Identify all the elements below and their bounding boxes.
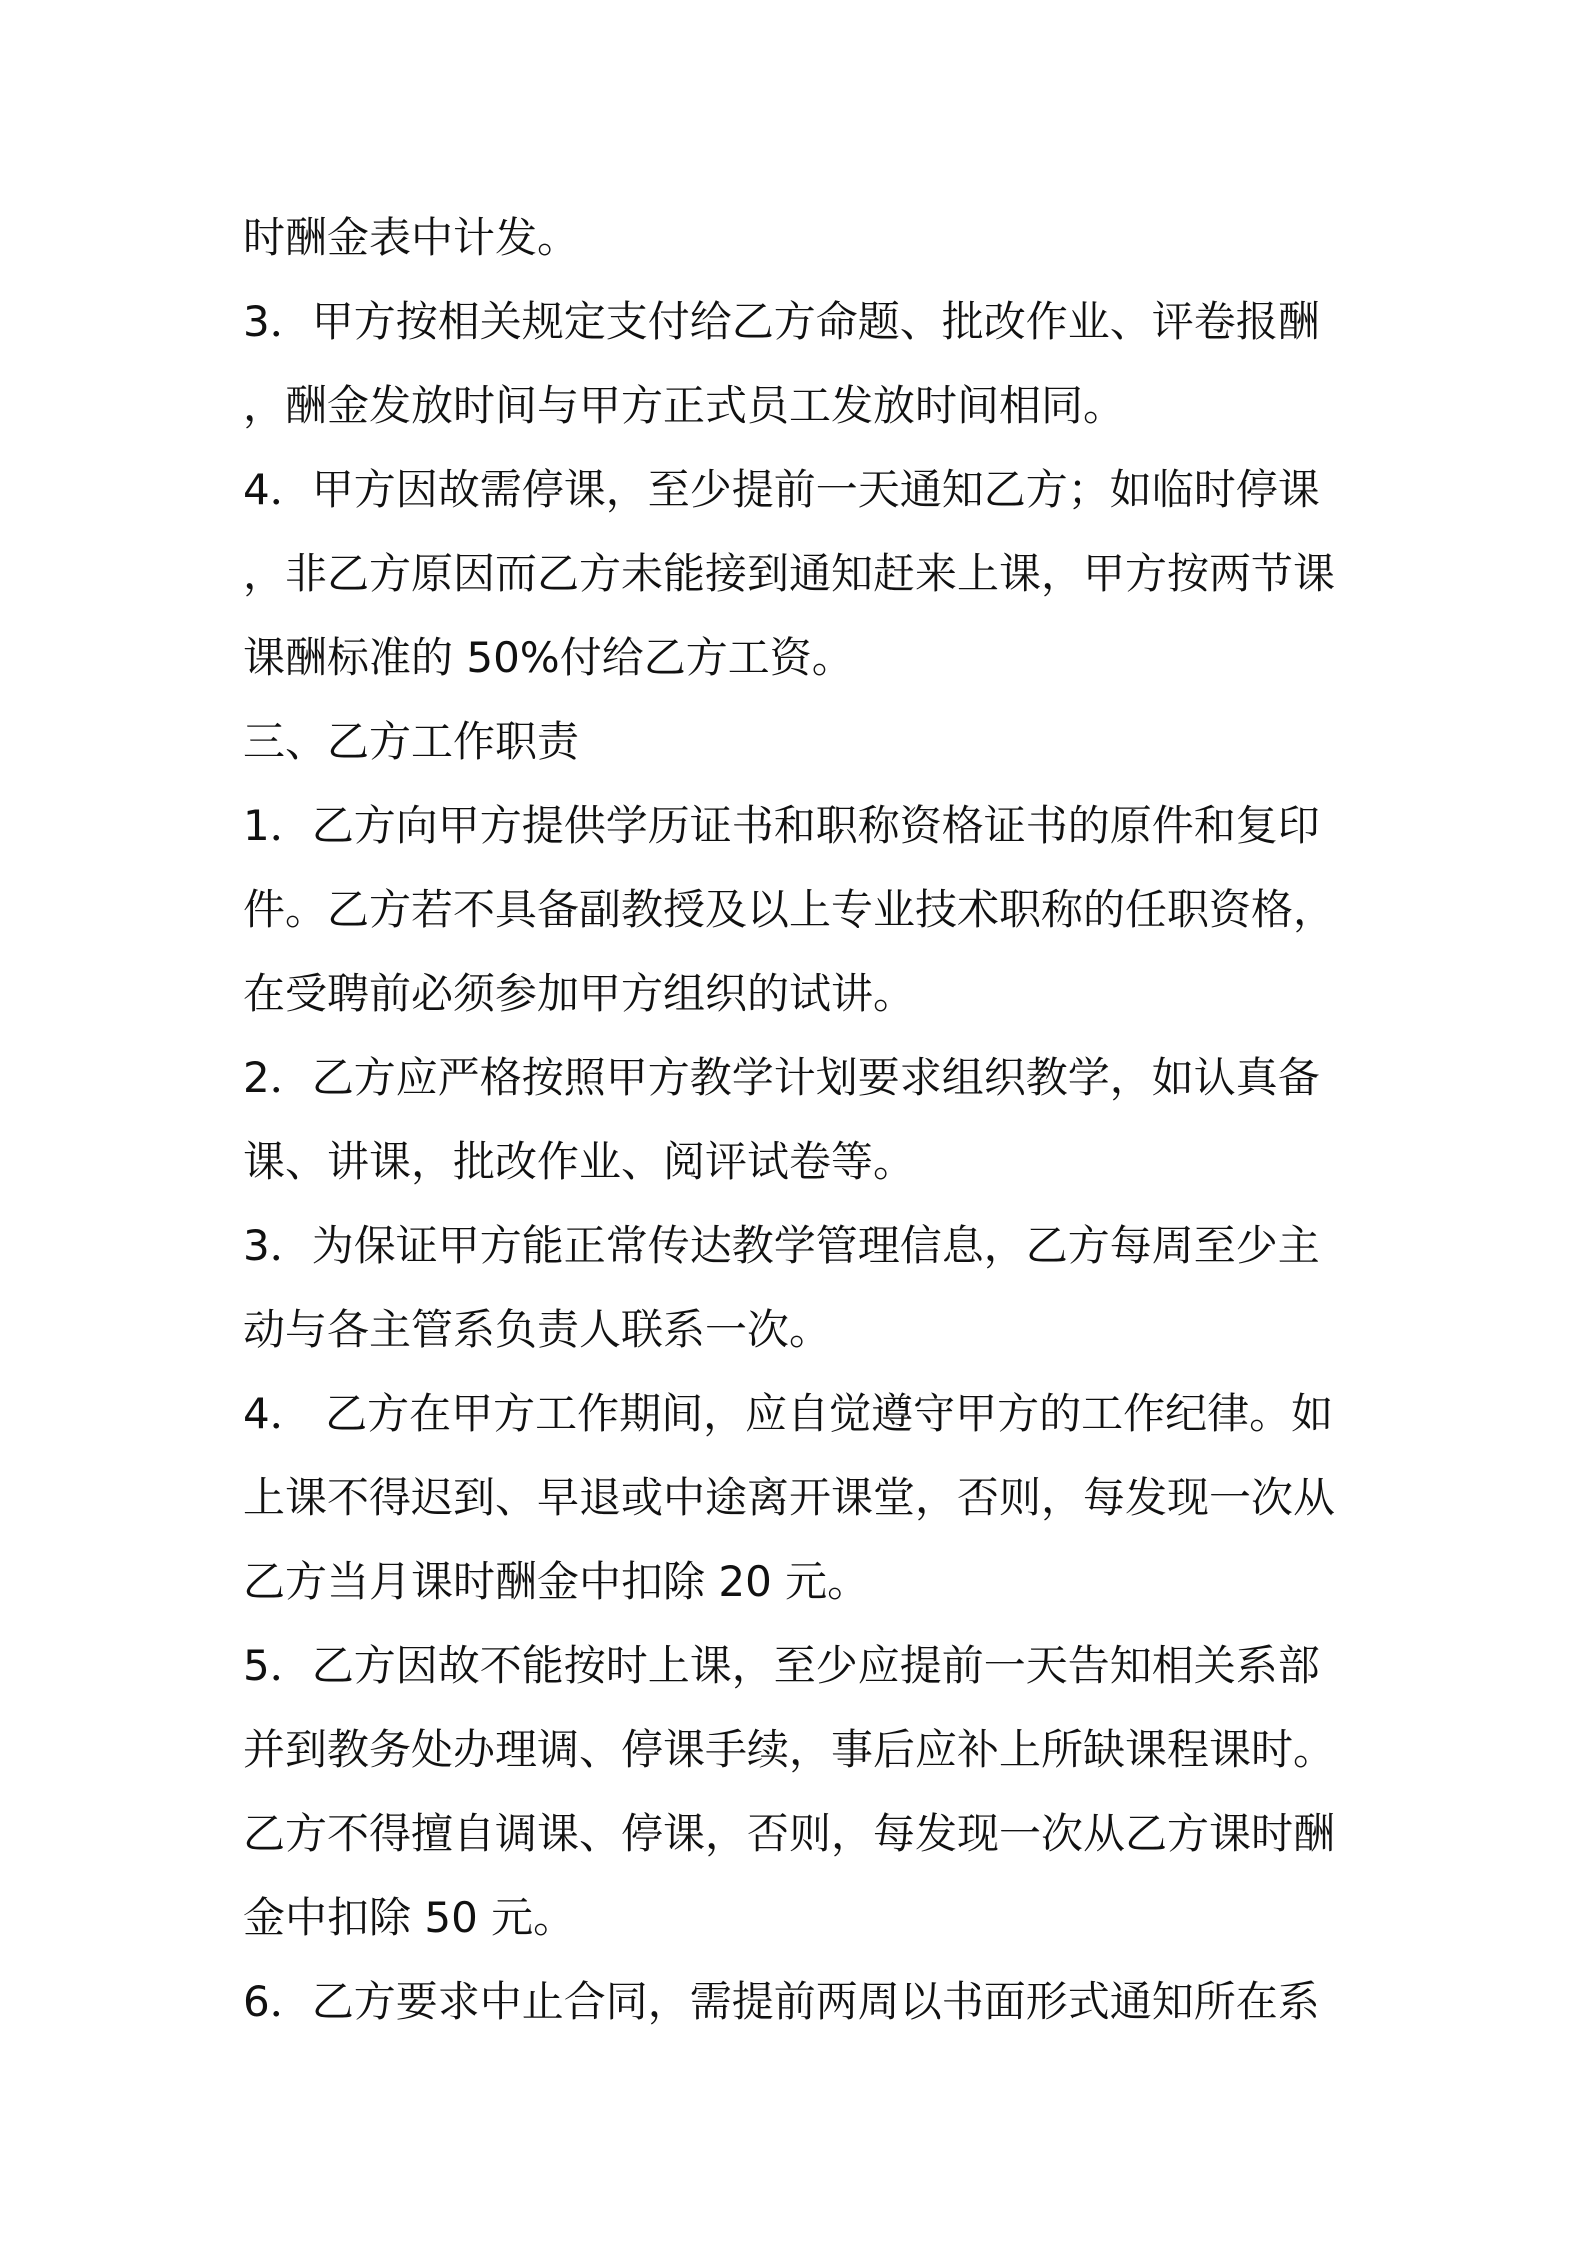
- text-line: 在受聘前必须参加甲方组织的试讲。: [243, 969, 916, 1018]
- text-line: 时酬金表中计发。: [243, 213, 580, 262]
- text-line: 6．乙方要求中止合同，需提前两周以书面形式通知所在系: [243, 1977, 1320, 2026]
- text-line: 乙方当月课时酬金中扣除 20 元。: [243, 1557, 870, 1606]
- text-line: 3．为保证甲方能正常传达教学管理信息，乙方每周至少主: [243, 1221, 1320, 1270]
- text-line: 2．乙方应严格按照甲方教学计划要求组织教学，如认真备: [243, 1053, 1320, 1102]
- text-line: 1．乙方向甲方提供学历证书和职称资格证书的原件和复印: [243, 801, 1320, 850]
- text-line: 并到教务处办理调、停课手续，事后应补上所缺课程课时。: [243, 1725, 1336, 1774]
- text-line: 乙方不得擅自调课、停课，否则，每发现一次从乙方课时酬: [243, 1809, 1336, 1858]
- text-line: 课、讲课，批改作业、阅评试卷等。: [243, 1137, 916, 1186]
- text-line: 4． 乙方在甲方工作期间，应自觉遵守甲方的工作纪律。如: [243, 1389, 1334, 1438]
- text-line: 课酬标准的 50%付给乙方工资。: [243, 633, 854, 682]
- text-line: ，酬金发放时间与甲方正式员工发放时间相同。: [243, 381, 1126, 430]
- text-line: 上课不得迟到、早退或中途离开课堂，否则，每发现一次从: [243, 1473, 1336, 1522]
- section-heading: 三、乙方工作职责: [243, 717, 580, 766]
- text-line: 5．乙方因故不能按时上课，至少应提前一天告知相关系部: [243, 1641, 1320, 1690]
- document-body: [243, 196, 1363, 2044]
- text-line: 件。乙方若不具备副教授及以上专业技术职称的任职资格，: [243, 885, 1336, 934]
- text-line: 金中扣除 50 元。: [243, 1893, 576, 1942]
- text-line: 动与各主管系负责人联系一次。: [243, 1305, 832, 1354]
- text-line: ，非乙方原因而乙方未能接到通知赶来上课，甲方按两节课: [243, 549, 1336, 598]
- text-line: 3．甲方按相关规定支付给乙方命题、批改作业、评卷报酬: [243, 297, 1320, 346]
- text-line: 4．甲方因故需停课，至少提前一天通知乙方；如临时停课: [243, 465, 1320, 514]
